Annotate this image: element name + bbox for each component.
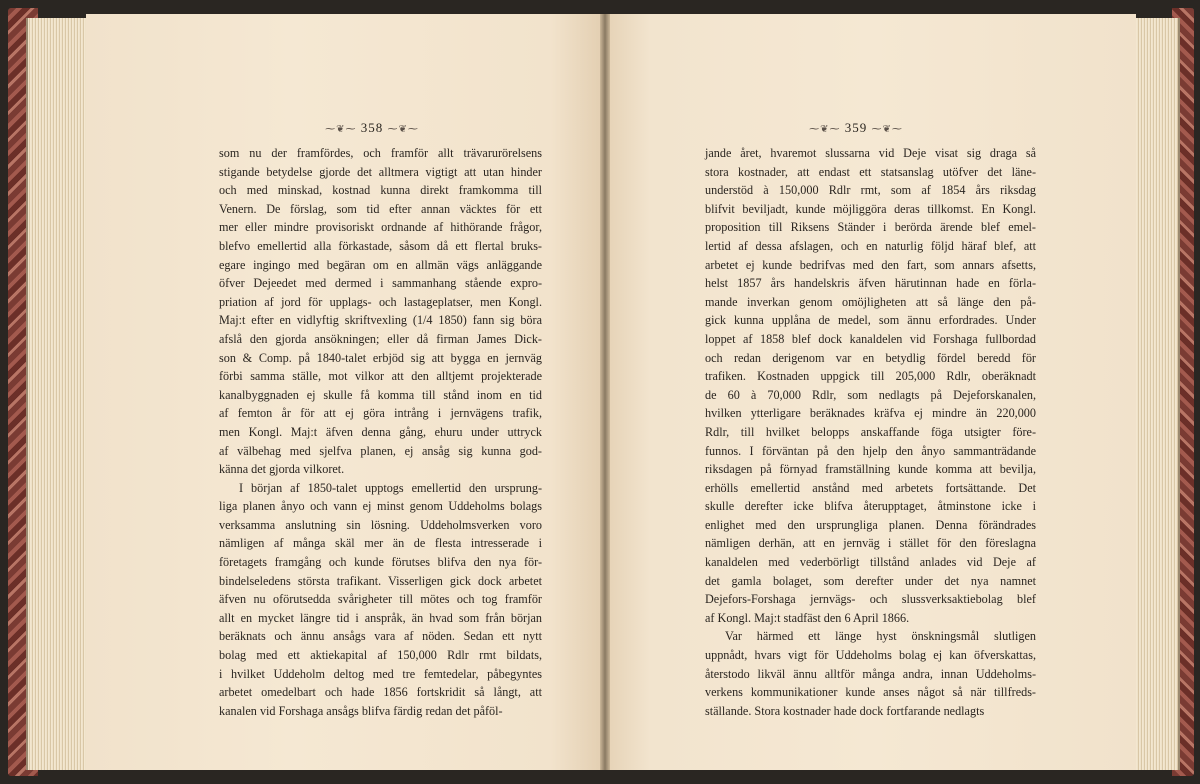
text-line: bindelseledens största trafikant. Visserligen gick dock arbetet	[219, 573, 542, 588]
text-line: kanaldelen med vederbörligt tillstånd anlades vid Deje af	[705, 555, 1036, 570]
text-line: nämligen derhän, att en jernväg i stället för den föreslagna	[705, 536, 1036, 551]
text-line: priation af jord för upplags- och lastageplatser, men Kongl.	[219, 294, 542, 309]
text-line: förbi samma ställe, mot vilkor att den alltjemt projekterade	[219, 369, 542, 384]
text-line: och med minskad, kostnad kunna direkt framkomma till	[219, 183, 542, 198]
text-line: son & Comp. på 1840-talet erbjöd sig att bygga en jernväg	[219, 350, 542, 365]
text-line: som nu der framfördes, och framför allt trävarurörelsens	[219, 146, 542, 160]
text-line: äfven nu oförutsedda svårigheter till mötes och tog framför	[219, 592, 542, 607]
text-line: i hvilket Uddeholm deltog med tre femtedelar, påbegyntes	[219, 666, 542, 681]
text-line: blefvo emellertid alla förkastade, såsom då ett flertal bruks-	[219, 238, 542, 253]
text-line: egare ingingo med begäran om en allmän vägs anläggande	[219, 257, 542, 272]
folio-ornament-left-icon: ⁓❦⁓	[809, 124, 841, 135]
text-line: af Kongl. Maj:t stadfäst den 6 April 1866.	[705, 610, 910, 625]
text-line: Maj:t efter en vidlyftig skriftvexling (1/4 1850) fann sig böra	[219, 313, 542, 328]
text-line: afslå den gjorda ansökningen; eller då firman James Dick-	[219, 331, 542, 346]
text-line: kanalen vid Forshaga ansågs blifva färdig redan det påföl-	[219, 703, 503, 718]
text-line: erhölls emellertid anstånd med arbetets fortsättande. Det	[705, 480, 1036, 495]
folio-ornament-left-icon: ⁓❦⁓	[325, 124, 357, 135]
text-line: Rdlr, till hvilket belopps anskaffande föga utsigter före-	[705, 424, 1036, 439]
text-line: mer eller mindre provisoriskt ordnande af hithörande frågor,	[219, 220, 542, 235]
text-line: nämligen af många skäl mer än de flesta intresserade i	[219, 536, 542, 551]
left-page-number-text: 358	[360, 120, 384, 135]
text-line: och redan derigenom var en betydlig fördel beredd för	[705, 350, 1036, 365]
text-line: det gamla bolaget, som derefter under det nya namnet	[705, 573, 1036, 588]
text-line: ställande. Stora kostnader hade dock fortfarande nedlagts	[705, 703, 985, 718]
text-line: men Kongl. Maj:t äfven denna gång, ehuru under uttryck	[219, 424, 542, 439]
text-line: hvilken ytterligare beräknades kräfva ej mindre än 220,000	[705, 406, 1036, 421]
left-page-number	[272, 120, 472, 136]
text-line: Venern. De förslag, som tid efter annan väcktes för ett	[219, 201, 542, 216]
text-line: lertid af dessa afslagen, och en naturlig följd häraf blef, att	[705, 238, 1036, 253]
page-edges-right	[1134, 18, 1180, 770]
text-line: af välbehag med sjelfva planen, ej ansåg sig kunna god-	[219, 443, 542, 458]
folio-ornament-right-icon: ⁓❦⁓	[871, 124, 903, 135]
text-line: verkens kommunikationer kunde anses något så när tillfreds-	[705, 685, 1036, 700]
left-page-text	[219, 144, 542, 720]
text-line: liga planen ånyo och vann ej minst genom Uddeholms bolags	[219, 499, 542, 514]
text-line: Var härmed ett länge hyst önskningsmål slutligen	[725, 629, 1036, 644]
page-edges-left	[26, 18, 90, 770]
text-line: stigande betydelse gjorde det alltmera vigtigt att utan hinder	[219, 164, 542, 179]
text-line: kanalbyggnaden ej skulle få komma till stånd inom en tid	[219, 387, 542, 402]
text-line: de 60 à 70,000 Rdlr, som nedlagts på Dejeforskanalen,	[705, 387, 1036, 402]
text-line: loppet af 1858 blef dock kanaldelen vid Forshaga fullbordad	[705, 331, 1036, 346]
text-line: helst 1857 års handelskris äfven härutinnan hade en förla-	[705, 276, 1036, 291]
book-gutter	[600, 14, 610, 770]
text-line: proposition till Riksens Ständer i berörda ärende blef emel-	[705, 220, 1036, 235]
text-line: företagets framgång och kunde förutses blifva den nya för-	[219, 555, 542, 570]
text-line: funnos. I förväntan på den hjelp den ånyo sammanträdande	[705, 443, 1036, 458]
text-line: stora kostnader, att endast ett statsanslag utöfver det läne-	[705, 164, 1036, 179]
text-line: arbetet omedelbart och hade 1856 fortskridit så långt, att	[219, 685, 542, 700]
text-line: blifvit beviljadt, kunde möjliggöra deras tillkomst. En Kongl.	[705, 201, 1036, 216]
text-line: skulle derefter icke blifva återupptaget, åtminstone icke i	[705, 499, 1036, 514]
right-page-text	[705, 144, 1036, 720]
folio-ornament-right-icon: ⁓❦⁓	[387, 124, 419, 135]
text-line: gick kunna upplåna de medel, som ännu erfordrades. Under	[705, 313, 1036, 328]
right-page-number-text: 359	[844, 120, 868, 135]
text-line: uppnådt, hvars vigt för Uddeholms bolag ej kan öfverskattas,	[705, 648, 1036, 663]
text-line: riksdagen på förnyad framställning kunde komma att bevilja,	[705, 462, 1036, 477]
text-line: Dejefors-Forshaga jernvägs- och slussverksaktiebolag blef	[705, 592, 1036, 607]
text-line: öfver Dejeedet med dermed i sammanhang stående expro-	[219, 276, 542, 291]
text-line: beräknats och ännu ansågs vara af nöden. Sedan ett nytt	[219, 629, 542, 644]
text-line: af femton år för att ej göra intrång i jernvägens trafik,	[219, 406, 542, 421]
text-line: trafiken. Kostnaden uppgick till 205,000 Rdlr, oberäknadt	[705, 369, 1036, 384]
text-line: jande året, hvaremot slussarna vid Deje visat sig draga så	[705, 146, 1036, 160]
text-line: känna det gjorda vilkoret.	[219, 462, 345, 477]
text-line: I början af 1850-talet upptogs emellertid den ursprung-	[239, 480, 542, 495]
text-line: allt en mycket längre tid i anspråk, än hvad som från början	[219, 610, 542, 625]
text-line: enlighet med den ursprungliga planen. Denna förändrades	[705, 517, 1036, 532]
right-page-number	[756, 120, 956, 136]
text-line: arbetet ej kunde bedrifvas med den fart, som annars afsetts,	[705, 257, 1036, 272]
text-line: bolag med ett aktiekapital af 150,000 Rdlr rmt bildats,	[219, 648, 542, 663]
text-line: understöd à 150,000 Rdlr rmt, som af 1854 års riksdag	[705, 183, 1036, 198]
text-line: verksamma anslutning sin lösning. Uddeholmsverken voro	[219, 517, 542, 532]
text-line: mande inverkan genom omöjligheten att så länge den på-	[705, 294, 1036, 309]
text-line: återstodo likväl ännu alltför många andra, innan Uddeholms-	[705, 666, 1036, 681]
